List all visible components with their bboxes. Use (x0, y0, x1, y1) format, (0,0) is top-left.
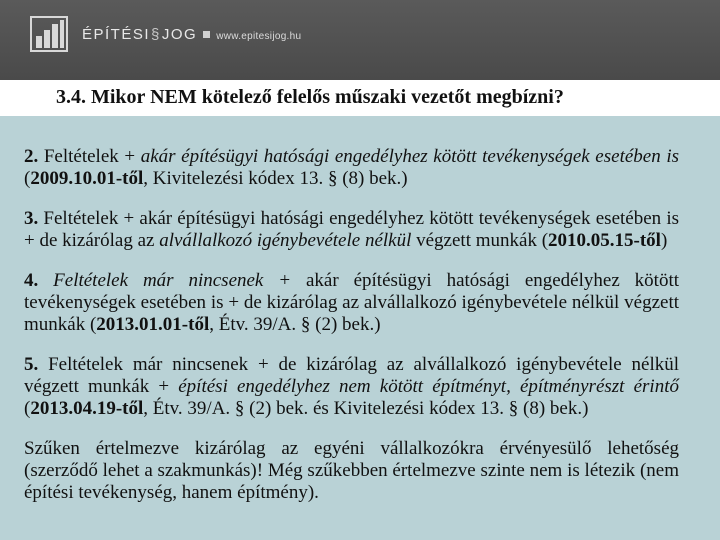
paragraph-italic: Feltételek már nincsenek + (38, 270, 292, 291)
paragraph-text: , Kivitelezési kódex 13. § (8) bek.) (143, 168, 408, 189)
content-body (24, 146, 679, 522)
paragraph-number: 2. (24, 146, 39, 167)
brand-square-icon (203, 31, 210, 38)
paragraph-date: 2009.10.01-től (30, 168, 144, 189)
site-brand[interactable] (82, 26, 301, 43)
paragraph-date: 2013.01.01-től (96, 314, 210, 335)
paragraph-text: Szűken értelmezve kizárólag az egyéni vállalkozókra érvényesülő lehetőség (szerződő lehet a szakmunkás)! Még szűkebben értelmezve szinte nem is létezik (nem építési tevékenység, hanem építmény). (24, 438, 679, 503)
paragraph-italic: akár építésügyi hatósági engedélyhez kötött tevékenységek esetében is (140, 146, 679, 167)
paragraph-sign-icon: § (151, 26, 161, 43)
site-header (0, 0, 720, 80)
paragraph-3 (24, 208, 679, 252)
paragraph-number: 5. (24, 354, 39, 375)
paragraph-number: 3. (24, 208, 39, 229)
paragraph-text: végzett munkák ( (411, 230, 549, 251)
paragraph-text: akár építésügyi hatósági engedélyhez kötött tevékenységek esetében is + de kizárólag az alvállalkozó igénybevétele nélkül végzett munkák ( (24, 270, 679, 335)
paragraph-italic: építési engedélyhez nem kötött építményt, építményrészt érintő (178, 376, 679, 397)
paragraph-text: ) (660, 230, 668, 251)
paragraph-date: 2010.05.15-től (548, 230, 661, 251)
brand-name-right: JOG (161, 26, 198, 43)
paragraph-text: ( (24, 398, 31, 419)
paragraph-2 (24, 146, 679, 190)
paragraph-text: Feltételek már nincsenek + de kizárólag az alvállalkozó igénybevétele nélkül végzett munkák + (24, 354, 679, 397)
paragraph-note (24, 438, 679, 504)
paragraph-4 (24, 270, 679, 336)
brand-name-left: ÉPÍTÉSI (82, 26, 151, 43)
paragraph-italic: alvállalkozó igénybevétele nélkül (159, 230, 412, 251)
paragraph-text: , Étv. 39/A. § (2) bek.) (209, 314, 381, 335)
paragraph-5 (24, 354, 679, 420)
paragraph-number: 4. (24, 270, 39, 291)
building-logo-icon (30, 16, 68, 52)
paragraph-date: 2013.04.19-től (30, 398, 144, 419)
paragraph-text: ( (24, 168, 31, 189)
paragraph-text: Feltételek + akár építésügyi hatósági engedélyhez kötött tevékenységek esetében is + de kizárólag az (24, 208, 679, 251)
site-url[interactable]: www.epitesijog.hu (216, 31, 302, 42)
page-title: 3.4. Mikor NEM kötelező felelős műszaki vezetőt megbízni? (56, 86, 564, 108)
paragraph-text: , Étv. 39/A. § (2) bek. és Kivitelezési kódex 13. § (8) bek.) (143, 398, 589, 419)
paragraph-text: Feltételek + (38, 146, 141, 167)
